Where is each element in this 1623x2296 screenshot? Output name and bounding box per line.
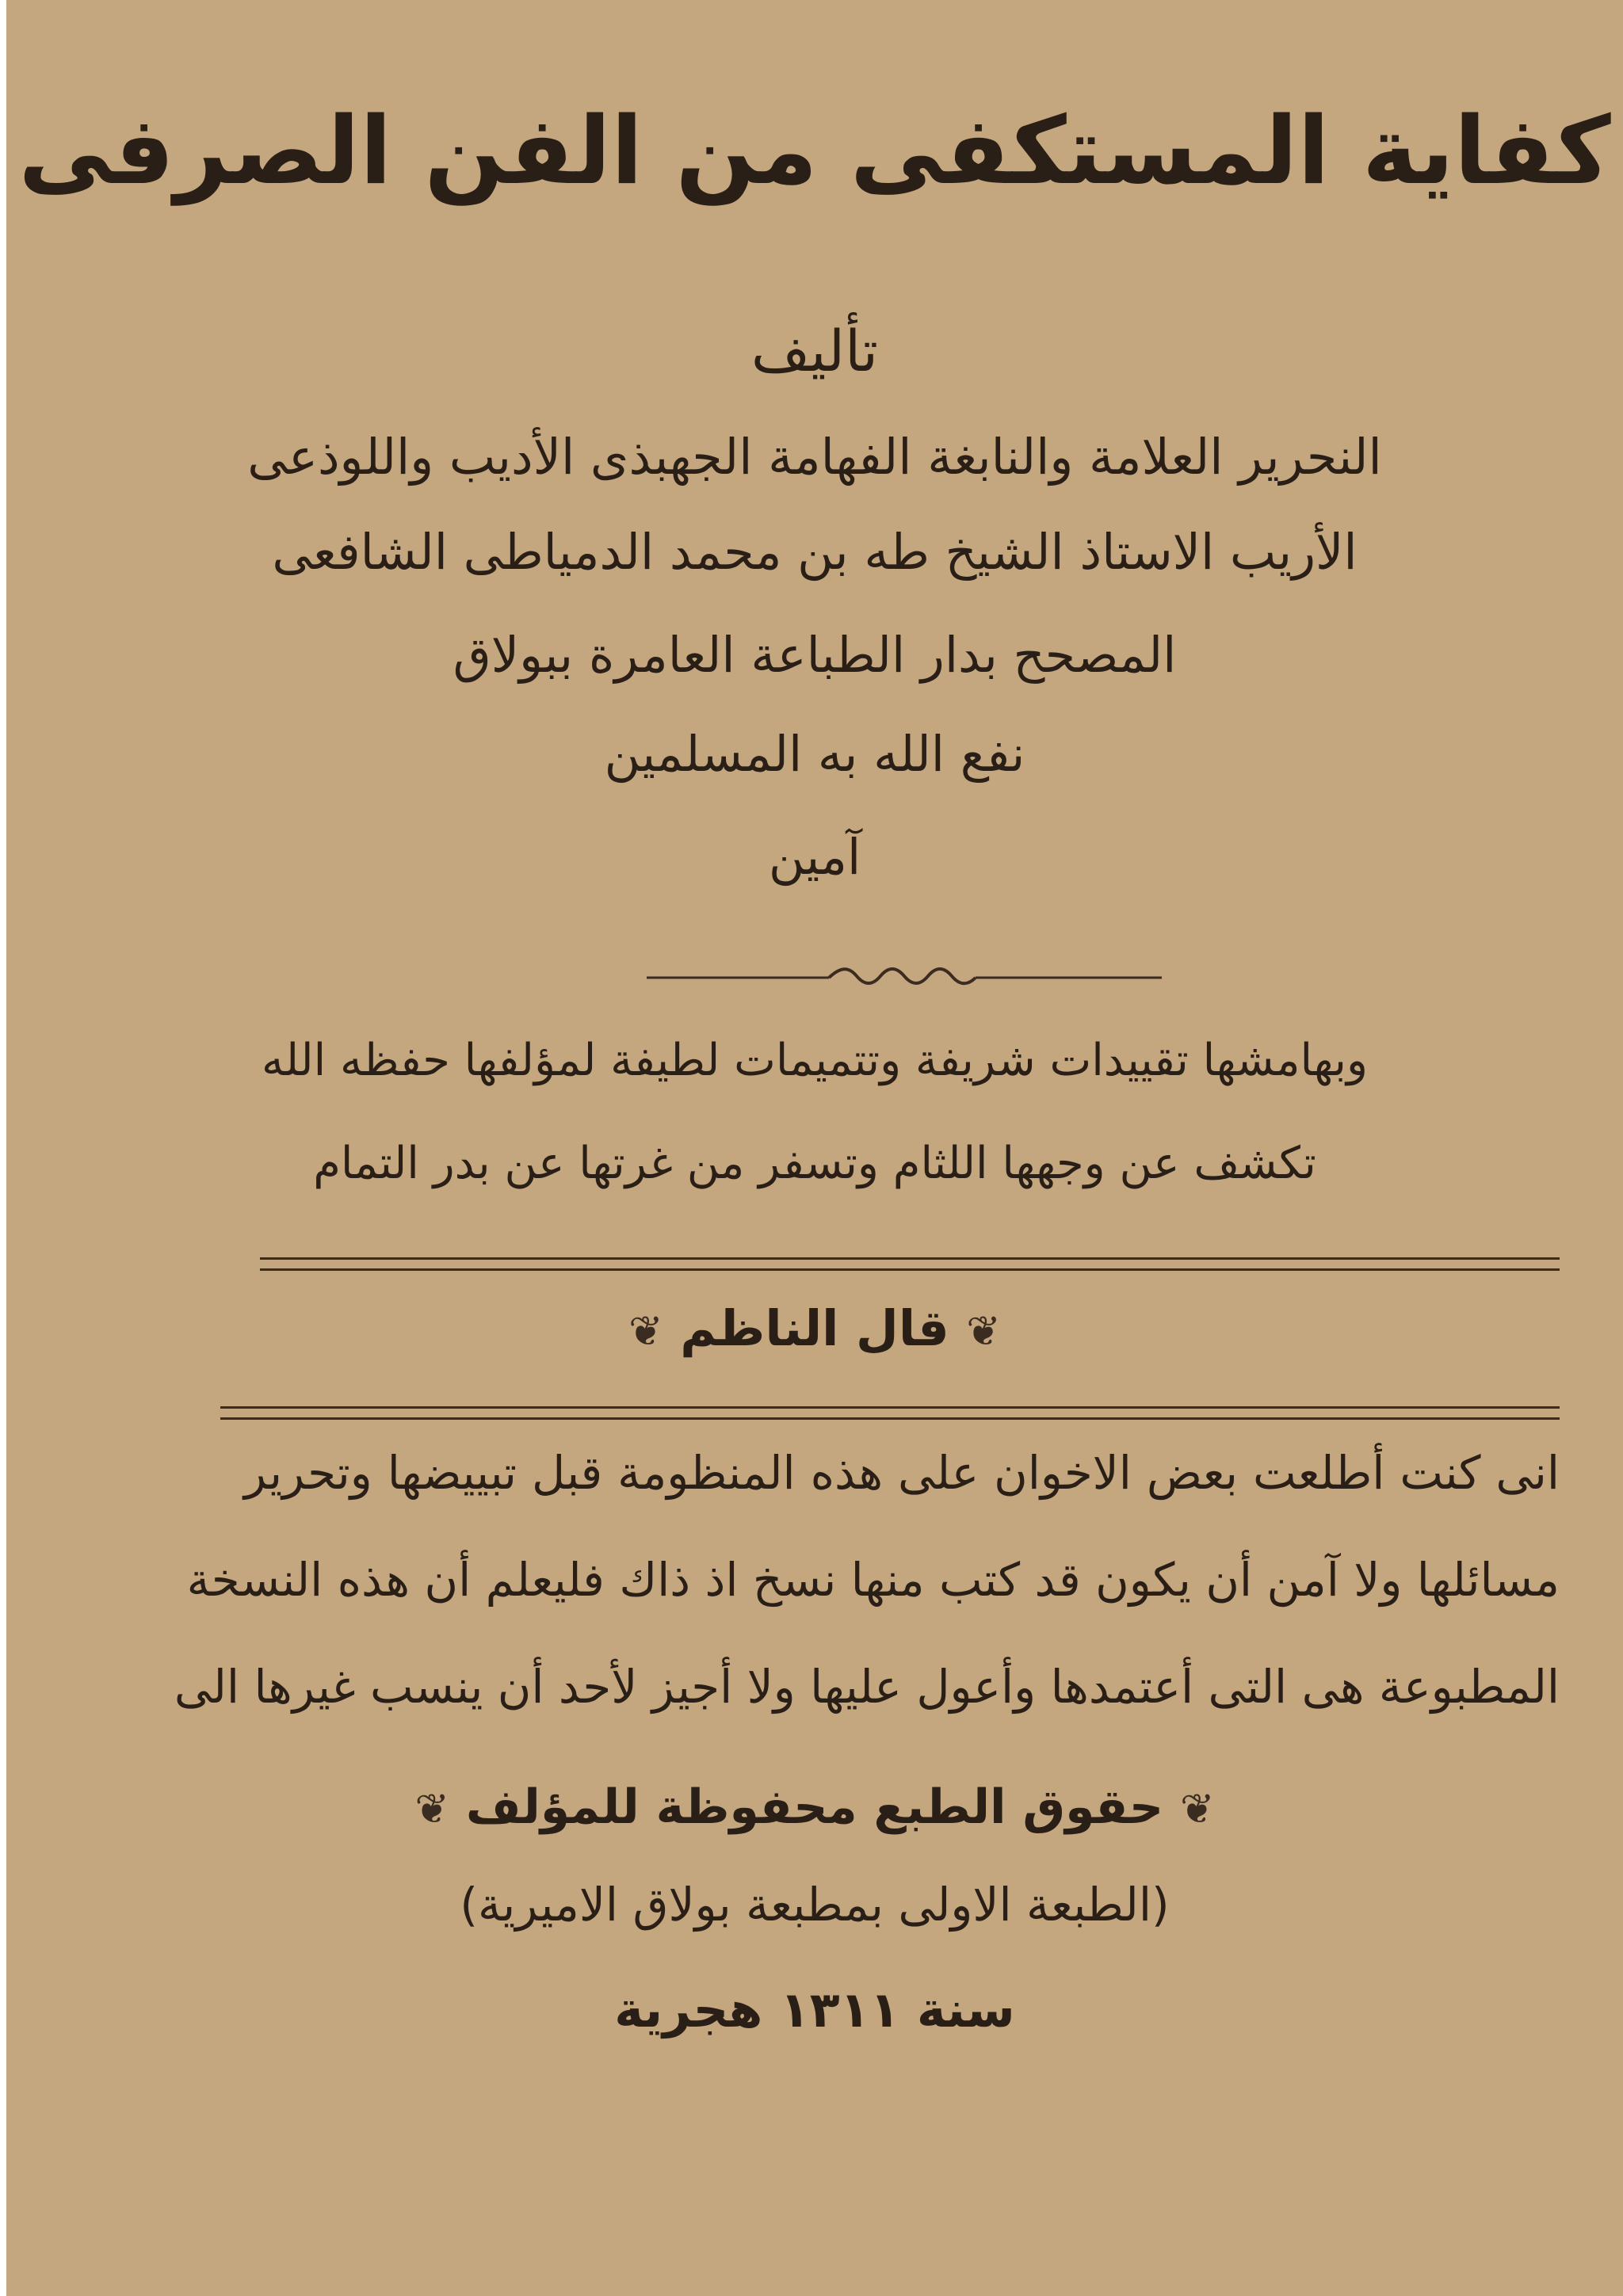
double-rule-bottom <box>220 1417 1560 1420</box>
margin-note-line: وبهامشها تقييدات شريفة وتتميمات لطيفة لمؤلفها حفظه الله <box>261 1035 1368 1086</box>
author-statement-line: انى كنت أطلعت بعض الاخوان على هذه المنظومة قبل تبييضها وتحرير <box>244 1446 1560 1500</box>
edition-line: (الطبعة الاولى بمطبعة بولاق الاميرية) <box>460 1878 1170 1932</box>
double-rule-top <box>260 1268 1560 1271</box>
copyright-text: حقوق الطبع محفوظة للمؤلف <box>465 1779 1164 1835</box>
author-statement-line: المطبوعة هى التى أعتمدها وأعول عليها ولا أجيز لأحد أن ينسب غيرها الى <box>174 1660 1560 1714</box>
flourish-icon: ❦ <box>414 1786 449 1833</box>
amen-line: آمين <box>768 828 861 886</box>
nazim-heading <box>6 1299 1623 1358</box>
author-line: نفع الله به المسلمين <box>604 725 1025 783</box>
flourish-icon: ❦ <box>966 1308 1001 1356</box>
double-rule-bottom <box>220 1406 1560 1409</box>
author-line: النحرير العلامة والنابغة الفهامة الجهبذى الأديب واللوذعى <box>247 428 1382 486</box>
publication-year: سنة ١٣١١ هجرية <box>614 1981 1015 2039</box>
author-statement-line: مسائلها ولا آمن أن يكون قد كتب منها نسخ اذ ذاك فليعلم أن هذه النسخة <box>186 1553 1560 1607</box>
copyright-notice <box>6 1779 1623 1836</box>
nazim-heading-text: قال الناظم <box>680 1299 949 1357</box>
flourish-icon: ❦ <box>628 1308 663 1356</box>
authored-by-label: تأليف <box>750 318 879 384</box>
author-line: الأريب الاستاذ الشيخ طه بن محمد الدمياطى الشافعى <box>272 523 1358 581</box>
title-page <box>6 0 1623 2296</box>
book-title: كفاية المستكفى من الفن الصرفى <box>18 96 1611 205</box>
double-rule-top <box>260 1257 1560 1260</box>
ornamental-divider <box>647 959 1162 994</box>
author-line: المصحح بدار الطباعة العامرة ببولاق <box>453 626 1177 684</box>
margin-note-line: تكشف عن وجهها اللثام وتسفر من غرتها عن بدر التمام <box>313 1138 1316 1189</box>
flourish-icon: ❦ <box>1180 1786 1215 1833</box>
